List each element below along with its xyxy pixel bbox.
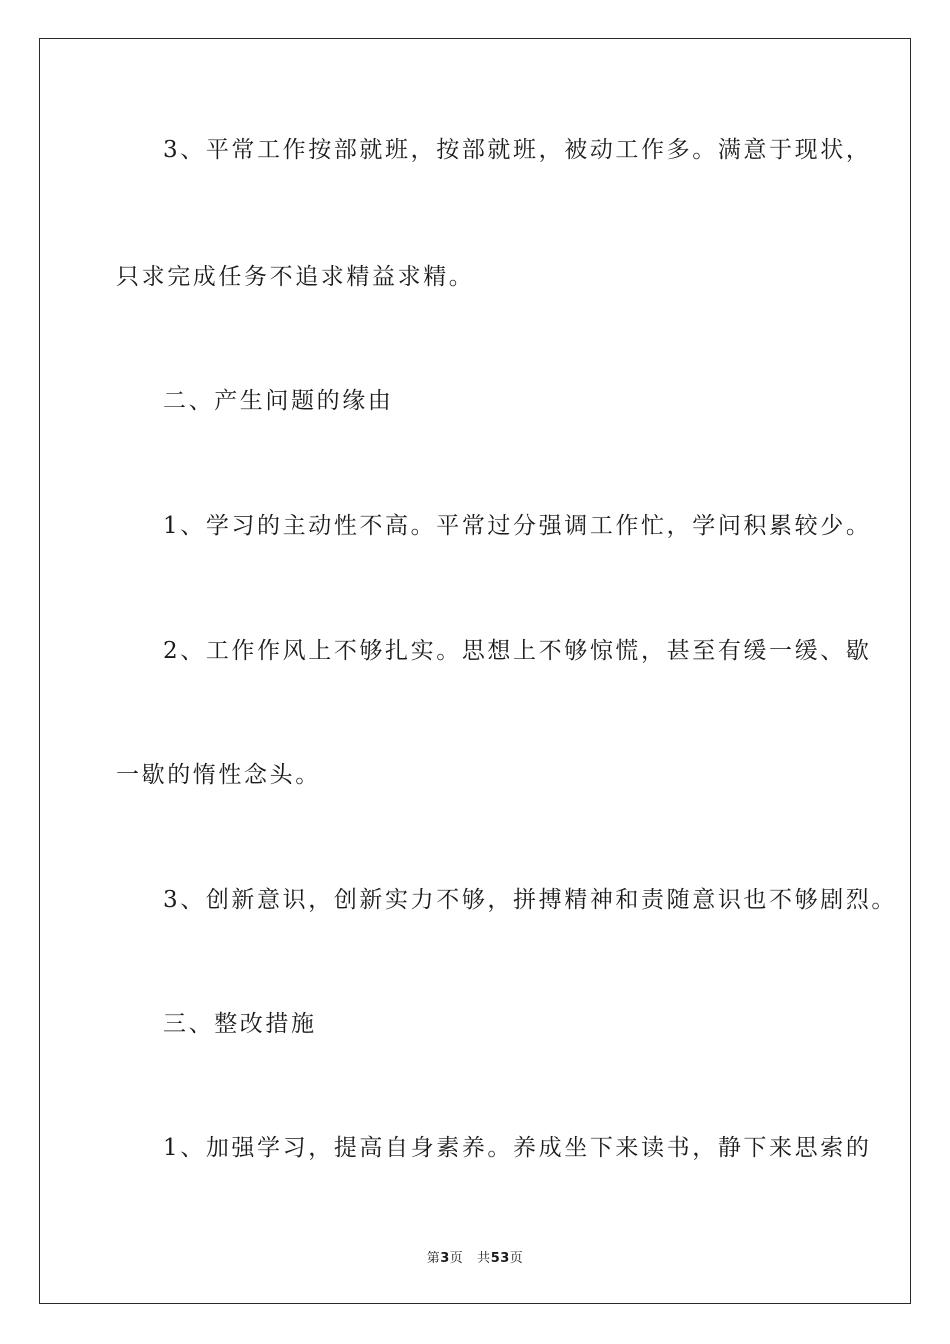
total-prefix: 共: [477, 1251, 491, 1266]
section-heading-3: 三、整改措施: [163, 1011, 317, 1037]
total-suffix: 页: [509, 1251, 524, 1266]
paragraph-line-1: 3、平常工作按部就班，按部就班，被动工作多。满意于现状，: [163, 137, 872, 163]
total-pages: 53: [490, 1251, 510, 1266]
paragraph-line-7: 3、创新意识，创新实力不够，拼搏精神和责随意识也不够剧烈。: [163, 887, 898, 913]
page-prefix: 第: [426, 1251, 441, 1266]
paragraph-line-9: 1、加强学习，提高自身素养。养成坐下来读书，静下来思索的: [163, 1135, 872, 1161]
paragraph-line-4: 1、学习的主动性不高。平常过分强调工作忙，学问积累较少。: [163, 513, 872, 539]
paragraph-line-6: 一歇的惰性念头。: [116, 762, 321, 788]
page-footer: [0, 1247, 950, 1266]
page-number: 3: [440, 1251, 450, 1266]
page-suffix: 页: [449, 1251, 464, 1266]
paragraph-line-2: 只求完成任务不追求精益求精。: [116, 264, 475, 290]
paragraph-line-5: 2、工作作风上不够扎实。思想上不够惊慌，甚至有缓一缓、歇: [163, 638, 872, 664]
section-heading-2: 二、产生问题的缘由: [163, 388, 394, 414]
page-border: [39, 38, 911, 1304]
